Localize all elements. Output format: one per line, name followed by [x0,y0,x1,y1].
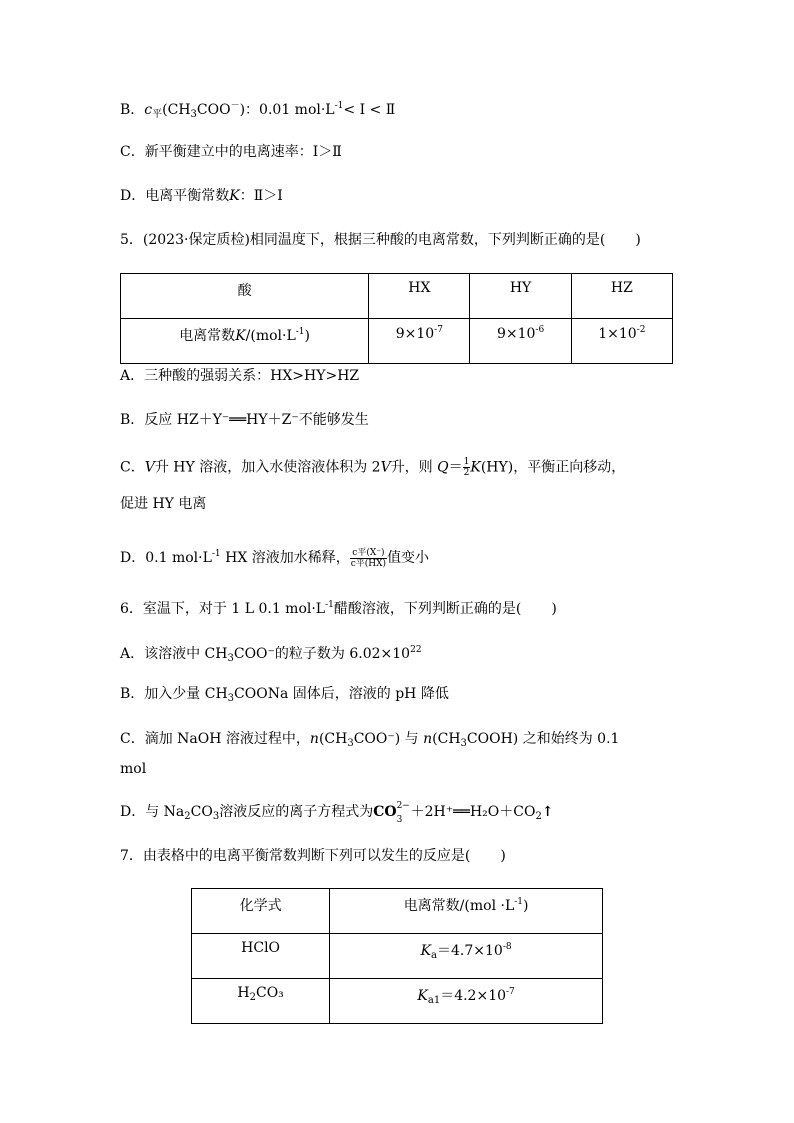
q5-acid-table [120,273,673,364]
q4-option-d: D．电离平衡常数K：Ⅱ＞Ⅰ [120,188,283,204]
q7-table-formula-hclo: HClO [192,934,330,979]
q6-option-d: D．与 $Na_2CO_3$溶液反应的离子方程式为CO 2− 3 $+2H^+══H_2O+CO_2↑$ [120,801,554,825]
q6-option-c-cont: mol [120,761,147,777]
q5-option-d: D．0.1 $mol\cdot L^{-1}$ HX 溶液加水稀释， $\frac{\text{c平(X⁻)}}{\text{c平(HX)}}$ 值变小 [120,547,430,569]
q5-table-header-hz: HZ [571,274,672,319]
q5-table-value-hx: $9\times 10^{-7}$ [369,319,470,364]
q5-table-value-hy: $9\times 10^{-6}$ [470,319,571,364]
q5-option-c: C．V升 HY 溶液，加入水使溶液体积为 2V升，则 Q＝ $\frac{1}{2}$ K(HY)，平衡正向移动， [120,457,626,478]
q7-constants-table [191,888,603,1024]
q6-option-b: B．加入少量 $CH_3COONa$ 固体后，溶液的 pH 降低 [120,686,449,704]
q5-table-header-hy: HY [470,274,571,319]
q6-option-a: A．该溶液中 $CH_3COO^-$的粒子数为 $6.02\times 10^{22}$ [120,645,422,664]
q5-option-b: B．反应 HZ＋Y⁻══HY＋Z⁻不能够发生 [120,412,369,428]
q5-fraction-half: $\frac{1}{2}$ [463,457,470,478]
q4-option-c: C．新平衡建立中的电离速率：Ⅰ＞Ⅱ [120,144,342,160]
q5-table-value-hz: $1\times 10^{-2}$ [571,319,672,364]
q7-table-constant-h2co3: $K_{a1}=4.2\times 10^{-7}$ [330,979,603,1024]
q7-table-constant-hclo: $K_a=4.7\times 10^{-8}$ [330,934,603,979]
q5-stem: 5．(2023·保定质检)相同温度下，根据三种酸的电离常数，下列判断正确的是( ) [120,232,641,248]
q5-table-header-hx: HX [369,274,470,319]
q7-table-formula-h2co3: $H_2CO_3$ [192,979,330,1024]
q5-table-header-acid: 酸 [121,274,369,319]
q6-option-c: C．滴加 NaOH 溶液过程中，$n(CH_3COO^-)$ 与 $n(CH_3COOH)$ 之和始终为 0.1 [120,731,620,749]
q5-concentration-ratio: $\frac{\text{c平(X⁻)}}{\text{c平(HX)}}$ [350,547,387,569]
q7-table-header-formula: 化学式 [192,889,330,934]
q5-table-row-label: 电离常数$K/(mol\cdot L^{-1})$ [121,319,369,364]
q4-option-b: B．$c_平(CH_3COO^-)$：0.01 $mol\cdot L^{-1}<$ Ⅰ < Ⅱ [120,101,396,120]
q7-table-header-constant: 电离常数$/(mol \cdot L^{-1})$ [330,889,603,934]
q5-option-a: A．三种酸的强弱关系：HX>HY>HZ [120,368,360,384]
q6-stem: 6．室温下，对于 1 L 0.1 $mol\cdot L^{-1}$醋酸溶液，下列判断正确的是( ) [120,600,557,617]
q7-stem: 7．由表格中的电离平衡常数判断下列可以发生的反应是( ) [120,848,506,864]
q5-option-c-cont: 促进 HY 电离 [120,496,207,512]
